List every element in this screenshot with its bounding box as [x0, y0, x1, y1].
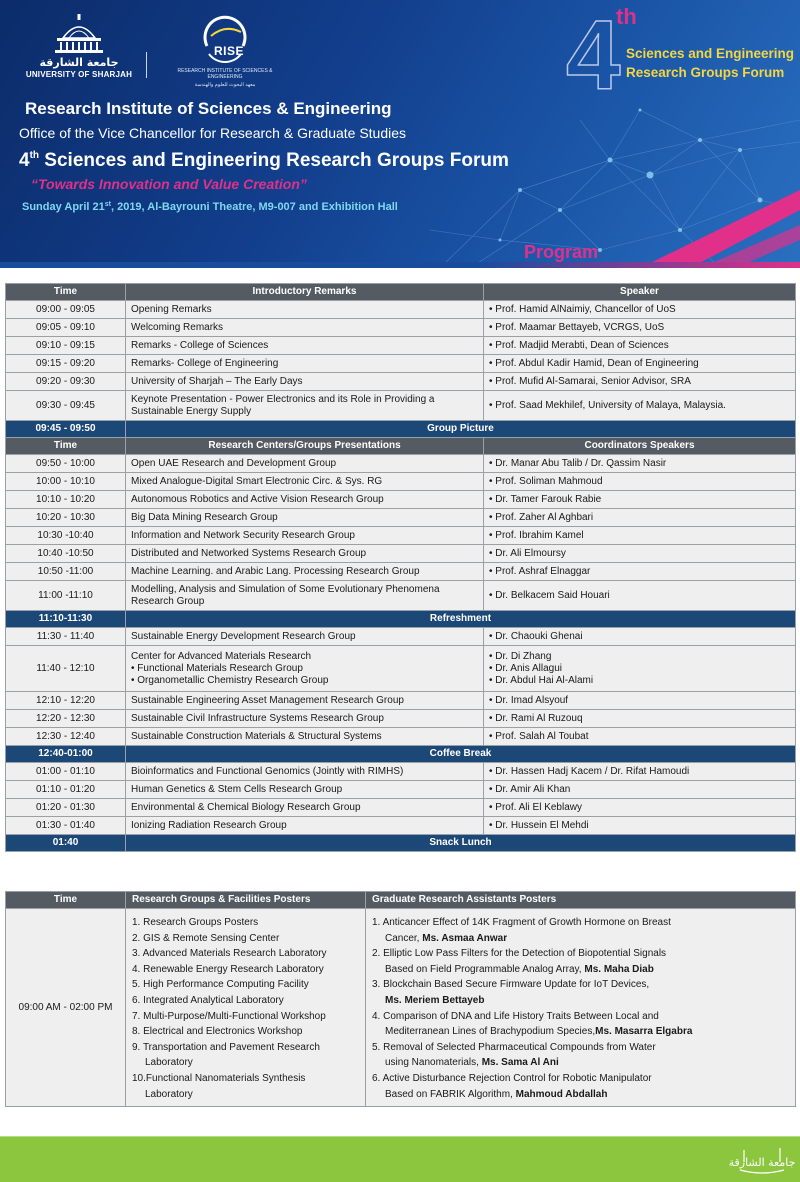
speaker-name: • Dr. Anis Allagui [489, 663, 790, 675]
topic-line: • Functional Materials Research Group [131, 662, 303, 674]
rise-logo [170, 16, 280, 88]
speaker-name: • Prof. Madjid Merabti, Dean of Sciences [489, 340, 669, 351]
row-time: 09:00 - 09:05 [6, 301, 126, 319]
table-row [6, 909, 796, 1107]
band-label: Group Picture [126, 421, 796, 438]
table-row [6, 817, 796, 835]
table-row [6, 473, 796, 491]
list-item [372, 1071, 789, 1087]
row-speaker [484, 763, 796, 781]
speaker-name: • Prof. Abdul Kadir Hamid, Dean of Engineering [489, 358, 699, 369]
row-speaker [484, 628, 796, 646]
forum-logo [560, 2, 800, 112]
row-topic: Autonomous Robotics and Active Vision Research Group [126, 491, 484, 509]
list-item-continued [372, 962, 789, 978]
row-topic: Machine Learning. and Arabic Lang. Processing Research Group [126, 563, 484, 581]
rise-english-name: RESEARCH INSTITUTE OF SCIENCES & ENGINEERING [177, 68, 273, 80]
row-topic: Modelling, Analysis and Simulation of Some Evolutionary Phenomena Research Group [126, 581, 484, 611]
list-item: 8. Electrical and Electronics Workshop [132, 1026, 303, 1038]
item-title: Anticancer Effect of 14K Fragment of Growth Hormone on Breast [382, 917, 671, 928]
header-time: Time [6, 892, 126, 909]
speaker-name: • Prof. Ibrahim Kamel [489, 530, 584, 541]
table-row [6, 581, 796, 611]
header-speaker: Coordinators Speakers [484, 438, 796, 455]
list-item [372, 977, 789, 993]
item-title-cont: using Nanomaterials, [385, 1057, 482, 1069]
forum-logo-line2: Research Groups Forum [626, 65, 785, 80]
table-row [6, 373, 796, 391]
presenter-name: Ms. Asmaa Anwar [422, 932, 508, 944]
speaker-name: • Prof. Hamid AlNaimiy, Chancellor of UoS [489, 304, 676, 315]
uos-arabic-name: جامعة الشارقة [39, 56, 119, 69]
list-item: 6. Integrated Analytical Laboratory [132, 994, 284, 1006]
institute-name: Research Institute of Sciences & Engineering [25, 99, 392, 118]
date-post: , 2019, Al-Bayrouni Theatre, M9-007 and Exhibition Hall [110, 201, 398, 213]
item-title-cont: Cancer, [385, 932, 423, 944]
band-time: 11:10-11:30 [6, 611, 126, 628]
presenter-name: Ms. Sama Al Ani [481, 1057, 559, 1069]
date-sup: st [104, 201, 111, 208]
row-speaker [484, 455, 796, 473]
table-row [6, 355, 796, 373]
row-time: 09:05 - 09:10 [6, 319, 126, 337]
table-row [6, 728, 796, 746]
coffee-break-band [6, 746, 796, 763]
row-speaker [484, 646, 796, 692]
row-time: 12:20 - 12:30 [6, 710, 126, 728]
forum-title-rest: Sciences and Engineering Research Groups Forum [39, 150, 509, 171]
row-topic: Keynote Presentation - Power Electronics and its Role in Providing a Sustainable Energy Supply [126, 391, 484, 421]
posters-time: 09:00 AM - 02:00 PM [6, 909, 126, 1107]
band-label: Snack Lunch [126, 835, 796, 852]
table-row [6, 527, 796, 545]
band-time: 12:40-01:00 [6, 746, 126, 763]
table-row [6, 491, 796, 509]
calligraphy-text: جامعة الشارقة [728, 1156, 796, 1169]
band-time: 09:45 - 09:50 [6, 421, 126, 438]
header-groups: Research Groups & Facilities Posters [126, 892, 366, 909]
item-number: 4. [372, 1010, 381, 1022]
item-number: 2. [372, 948, 381, 960]
row-time: 12:30 - 12:40 [6, 728, 126, 746]
row-speaker [484, 319, 796, 337]
list-item: 10.Functional Nanomaterials Synthesis [132, 1072, 306, 1084]
speaker-name: • Dr. Di Zhang [489, 651, 790, 663]
program-body [6, 284, 796, 852]
row-speaker [484, 817, 796, 835]
table-row [6, 509, 796, 527]
row-speaker [484, 799, 796, 817]
speaker-name: • Prof. Saad Mekhilef, University of Malaya, Malaysia. [489, 400, 726, 411]
item-title: Blockchain Based Secure Firmware Update for IoT Devices, [383, 979, 650, 991]
row-speaker [484, 692, 796, 710]
list-item [372, 915, 789, 931]
speaker-name: • Dr. Abdul Hai Al-Alami [489, 675, 790, 687]
row-topic: Sustainable Engineering Asset Management Research Group [126, 692, 484, 710]
refreshment-band [6, 611, 796, 628]
table-row [6, 646, 796, 692]
rise-arabic-name: معهد البحوث للعلوم والهندسة [194, 82, 256, 88]
item-title-cont: Based on Field Programmable Analog Array, [385, 963, 585, 975]
header-gra: Graduate Research Assistants Posters [366, 892, 796, 909]
row-speaker [484, 391, 796, 421]
table-row [6, 455, 796, 473]
presenter-name: Mahmoud Abdallah [515, 1088, 608, 1100]
table-row [6, 799, 796, 817]
row-topic: Remarks- College of Engineering [126, 355, 484, 373]
row-topic: Sustainable Energy Development Research Group [126, 628, 484, 646]
table-row [6, 337, 796, 355]
list-item [372, 1040, 789, 1056]
dome-icon [49, 14, 109, 54]
header-time: Time [6, 284, 126, 301]
table-header [6, 438, 796, 455]
office-name: Office of the Vice Chancellor for Research & Graduate Studies [19, 125, 407, 141]
row-time: 09:20 - 09:30 [6, 373, 126, 391]
list-item: Laboratory [145, 1088, 193, 1100]
forum-title-sup: th [29, 150, 40, 161]
header-speaker: Speaker [484, 284, 796, 301]
list-item [372, 946, 789, 962]
speaker-name: • Prof. Salah Al Toubat [489, 731, 589, 742]
speaker-name: • Dr. Chaouki Ghenai [489, 631, 583, 642]
row-topic: Opening Remarks [126, 301, 484, 319]
program-heading: Program [524, 242, 599, 262]
table-row [6, 710, 796, 728]
row-speaker [484, 373, 796, 391]
row-time: 11:40 - 12:10 [6, 646, 126, 692]
row-time: 12:10 - 12:20 [6, 692, 126, 710]
list-item-continued [372, 1024, 789, 1040]
row-speaker [484, 509, 796, 527]
band-label: Coffee Break [126, 746, 796, 763]
topic-line: • Organometallic Chemistry Research Group [131, 674, 329, 686]
speaker-name: • Prof. Soliman Mahmoud [489, 476, 603, 487]
row-topic: Welcoming Remarks [126, 319, 484, 337]
row-topic: University of Sharjah – The Early Days [126, 373, 484, 391]
list-item: Laboratory [145, 1057, 193, 1069]
groups-posters-list [126, 909, 366, 1107]
row-time: 10:40 -10:50 [6, 545, 126, 563]
speaker-name: • Dr. Ali Elmoursy [489, 548, 566, 559]
row-speaker [484, 355, 796, 373]
gra-posters-list [366, 909, 796, 1107]
row-time: 10:20 - 10:30 [6, 509, 126, 527]
table-row [6, 545, 796, 563]
list-item: 4. Renewable Energy Research Laboratory [132, 963, 324, 975]
row-speaker [484, 491, 796, 509]
row-topic: Mixed Analogue-Digital Smart Electronic Circ. & Sys. RG [126, 473, 484, 491]
table-header [6, 284, 796, 301]
row-speaker [484, 337, 796, 355]
row-topic: Distributed and Networked Systems Research Group [126, 545, 484, 563]
list-item-continued [372, 1087, 789, 1103]
table-row [6, 319, 796, 337]
speaker-name: • Prof. Zaher Al Aghbari [489, 512, 593, 523]
row-topic: Sustainable Civil Infrastructure Systems Research Group [126, 710, 484, 728]
uos-english-name: UNIVERSITY OF SHARJAH [25, 70, 133, 79]
speaker-name: • Dr. Hussein El Mehdi [489, 820, 589, 831]
forum-title [19, 150, 509, 172]
speaker-name: • Dr. Amir Ali Khan [489, 784, 570, 795]
table-row [6, 692, 796, 710]
program-table [5, 283, 796, 852]
item-number: 5. [372, 1041, 381, 1053]
item-number: 3. [372, 979, 381, 991]
list-item: 5. High Performance Computing Facility [132, 979, 309, 991]
band-time: 01:40 [6, 835, 126, 852]
header-topic: Research Centers/Groups Presentations [126, 438, 484, 455]
row-time: 10:50 -11:00 [6, 563, 126, 581]
row-speaker [484, 781, 796, 799]
date-pre: Sunday April 21 [22, 201, 105, 213]
row-topic: Sustainable Construction Materials & Structural Systems [126, 728, 484, 746]
row-time: 01:00 - 01:10 [6, 763, 126, 781]
table-row [6, 628, 796, 646]
item-title-cont: Based on FABRIK Algorithm, [385, 1088, 516, 1100]
speaker-name: • Prof. Maamar Bettayeb, VCRGS, UoS [489, 322, 664, 333]
row-topic: Environmental & Chemical Biology Research Group [126, 799, 484, 817]
forum-tagline: “Towards Innovation and Value Creation” [31, 176, 307, 192]
topic-line: Center for Advanced Materials Research [131, 650, 312, 662]
row-time: 09:10 - 09:15 [6, 337, 126, 355]
table-row [6, 563, 796, 581]
item-title: Comparison of DNA and Life History Traits Between Local and [383, 1010, 659, 1022]
item-title: Elliptic Low Pass Filters for the Detection of Biopotential Signals [383, 948, 667, 960]
footer-bar [0, 1137, 800, 1182]
table-row [6, 391, 796, 421]
list-item: 1. Research Groups Posters [132, 917, 259, 928]
row-topic: Big Data Mining Research Group [126, 509, 484, 527]
table-row [6, 763, 796, 781]
group-picture-band [6, 421, 796, 438]
row-time: 01:30 - 01:40 [6, 817, 126, 835]
rise-ring-icon [195, 16, 255, 66]
row-speaker [484, 545, 796, 563]
speaker-name: • Prof. Ali El Keblawy [489, 802, 582, 813]
band-label: Refreshment [126, 611, 796, 628]
banner-divider [0, 262, 800, 268]
row-time: 10:00 - 10:10 [6, 473, 126, 491]
presenter-name: Ms. Meriem Bettayeb [385, 994, 485, 1006]
row-topic: Information and Network Security Research Group [126, 527, 484, 545]
row-time: 09:30 - 09:45 [6, 391, 126, 421]
speaker-name: • Dr. Hassen Hadj Kacem / Dr. Rifat Hamoudi [489, 766, 689, 777]
row-speaker [484, 728, 796, 746]
snack-lunch-band [6, 835, 796, 852]
row-speaker [484, 301, 796, 319]
row-topic: Human Genetics & Stem Cells Research Group [126, 781, 484, 799]
row-topic: Ionizing Radiation Research Group [126, 817, 484, 835]
event-date-venue [22, 201, 398, 213]
row-time: 09:50 - 10:00 [6, 455, 126, 473]
item-title-cont: Mediterranean Lines of Brachypodium Species, [385, 1026, 596, 1038]
header-time: Time [6, 438, 126, 455]
speaker-name: • Dr. Manar Abu Talib / Dr. Qassim Nasir [489, 458, 666, 469]
row-topic: Remarks - College of Sciences [126, 337, 484, 355]
speaker-name: • Dr. Imad Alsyouf [489, 695, 568, 706]
item-title: Active Disturbance Rejection Control for Robotic Manipulator [382, 1072, 652, 1084]
table-row [6, 781, 796, 799]
logo-divider [146, 52, 147, 78]
row-speaker [484, 563, 796, 581]
forum-logo-line1: Sciences and Engineering [626, 46, 795, 61]
header-banner [0, 0, 800, 268]
calligraphy-emblem [728, 1140, 796, 1178]
uos-logo [24, 14, 134, 79]
item-number: 1. [372, 917, 381, 928]
row-time: 01:20 - 01:30 [6, 799, 126, 817]
presenter-name: Ms. Masarra Elgabra [595, 1026, 693, 1038]
presenter-name: Ms. Maha Diab [584, 963, 654, 975]
row-time: 11:00 -11:10 [6, 581, 126, 611]
speaker-name: • Prof. Mufid Al-Samarai, Senior Advisor, SRA [489, 376, 691, 387]
row-time: 11:30 - 11:40 [6, 628, 126, 646]
header-topic: Introductory Remarks [126, 284, 484, 301]
row-topic [126, 646, 484, 692]
speaker-name: • Dr. Tamer Farouk Rabie [489, 494, 601, 505]
forum-logo-number: 4 [566, 0, 621, 110]
speaker-name: • Dr. Belkacem Said Houari [489, 590, 610, 601]
speaker-name: • Dr. Rami Al Ruzouq [489, 713, 583, 724]
list-item: 2. GIS & Remote Sensing Center [132, 932, 280, 944]
row-speaker [484, 473, 796, 491]
speaker-name: • Prof. Ashraf Elnaggar [489, 566, 590, 577]
list-item-continued [372, 931, 789, 947]
list-item: 3. Advanced Materials Research Laboratory [132, 948, 327, 960]
row-speaker [484, 710, 796, 728]
list-item: 7. Multi-Purpose/Multi-Functional Workshop [132, 1010, 326, 1022]
row-topic: Open UAE Research and Development Group [126, 455, 484, 473]
row-time: 10:30 -10:40 [6, 527, 126, 545]
row-speaker [484, 581, 796, 611]
list-item: 9. Transportation and Pavement Research [132, 1041, 320, 1053]
table-row [6, 301, 796, 319]
table-header [6, 892, 796, 909]
list-item-continued [372, 1055, 789, 1071]
list-item [372, 1009, 789, 1025]
item-title: Removal of Selected Pharmaceutical Compounds from Water [383, 1041, 656, 1053]
row-speaker [484, 527, 796, 545]
list-item-continued [372, 993, 789, 1009]
forum-logo-th: th [616, 4, 637, 29]
item-number: 6. [372, 1072, 381, 1084]
rise-acronym: RISE [214, 44, 245, 58]
forum-title-number: 4 [19, 150, 30, 171]
row-topic: Bioinformatics and Functional Genomics (Jointly with RIMHS) [126, 763, 484, 781]
row-time: 01:10 - 01:20 [6, 781, 126, 799]
posters-table [5, 891, 796, 1107]
row-time: 09:15 - 09:20 [6, 355, 126, 373]
row-time: 10:10 - 10:20 [6, 491, 126, 509]
